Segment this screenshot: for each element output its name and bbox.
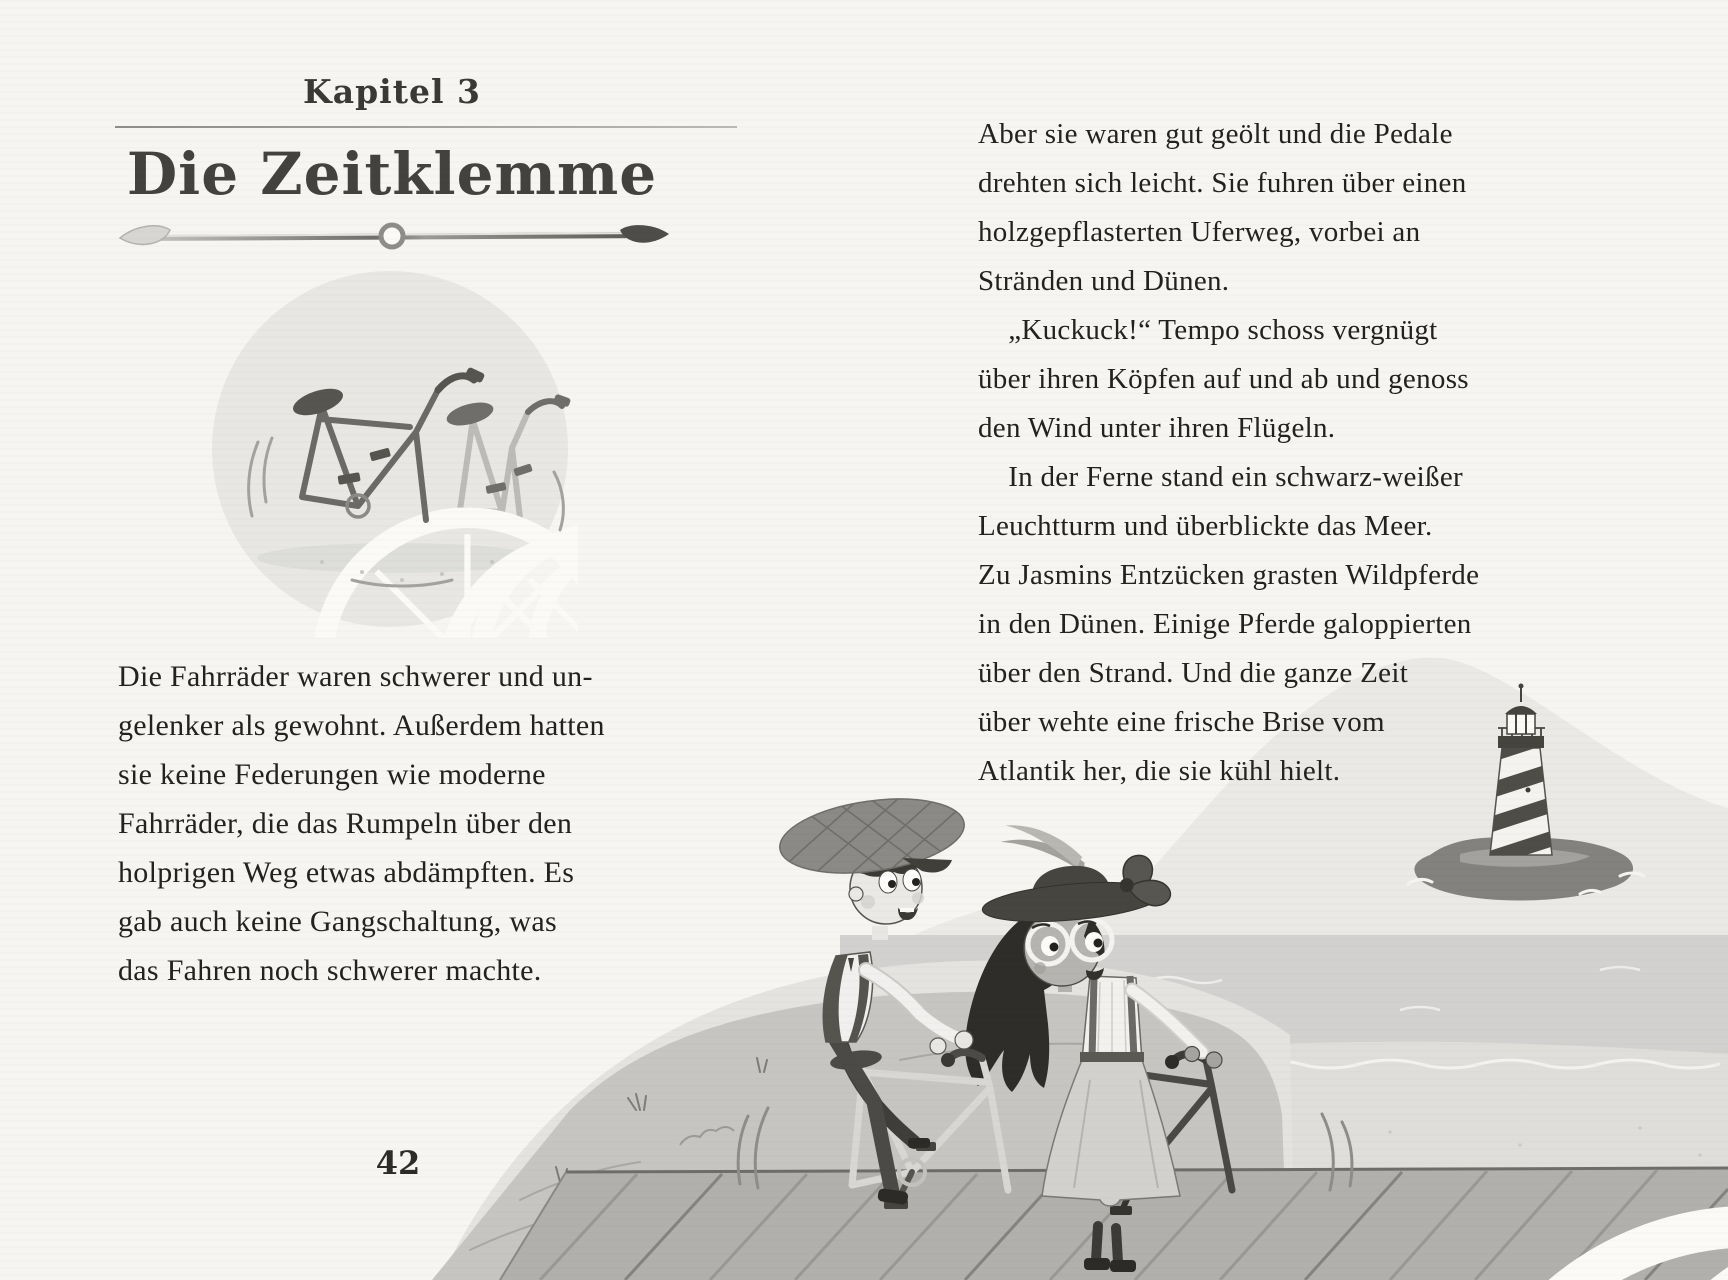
text-line: Aber sie waren gut geölt und die Pedale xyxy=(978,118,1453,150)
chapter-title: Die Zeitklemme xyxy=(126,140,658,208)
text-line: „Kuckuck!“ Tempo schoss vergnügt xyxy=(978,314,1438,346)
text-line: sie keine Federungen wie moderne xyxy=(118,758,546,791)
text-line: Die Fahrräder waren schwerer und un- xyxy=(118,660,593,693)
text-line: drehten sich leicht. Sie fuhren über einen xyxy=(978,167,1467,199)
divider-right-leaf xyxy=(620,225,669,243)
bicycles-vignette-illustration xyxy=(202,262,578,638)
text-line: holprigen Weg etwas abdämpften. Es xyxy=(118,856,575,889)
text-line: Zu Jasmins Entzücken grasten Wildpferde xyxy=(978,559,1480,591)
chapter-label: Kapitel 3 xyxy=(303,72,481,111)
left-page-paragraph xyxy=(118,652,718,995)
text-line: gelenker als gewohnt. Außerdem hatten xyxy=(118,709,605,742)
text-line: Leuchtturm und überblickte das Meer. xyxy=(978,510,1433,542)
chapter-rule xyxy=(115,126,737,128)
text-line: das Fahren noch schwerer machte. xyxy=(118,954,542,987)
text-line: Atlantik her, die sie kühl hielt. xyxy=(978,755,1341,787)
right-page-paragraph xyxy=(978,110,1558,796)
text-line: über ihren Köpfen auf und ab und genoss xyxy=(978,363,1469,395)
page-number: 42 xyxy=(375,1144,421,1182)
divider-left-leaf xyxy=(120,226,170,245)
text-line: Fahrräder, die das Rumpeln über den xyxy=(118,807,573,840)
text-line: gab auch keine Gangschaltung, was xyxy=(118,905,557,938)
text-line: in den Dünen. Einige Pferde galoppierten xyxy=(978,608,1472,640)
text-line: In der Ferne stand ein schwarz-weißer xyxy=(978,461,1463,493)
divider-ring xyxy=(381,225,403,247)
text-line: Stränden und Dünen. xyxy=(978,265,1230,297)
text-line: den Wind unter ihren Flügeln. xyxy=(978,412,1336,444)
ornament-divider xyxy=(112,218,677,258)
text-line: über den Strand. Und die ganze Zeit xyxy=(978,657,1409,689)
text-line: über wehte eine frische Brise vom xyxy=(978,706,1385,738)
text-line: holzgepflasterten Uferweg, vorbei an xyxy=(978,216,1421,248)
boy-cap xyxy=(775,780,969,888)
